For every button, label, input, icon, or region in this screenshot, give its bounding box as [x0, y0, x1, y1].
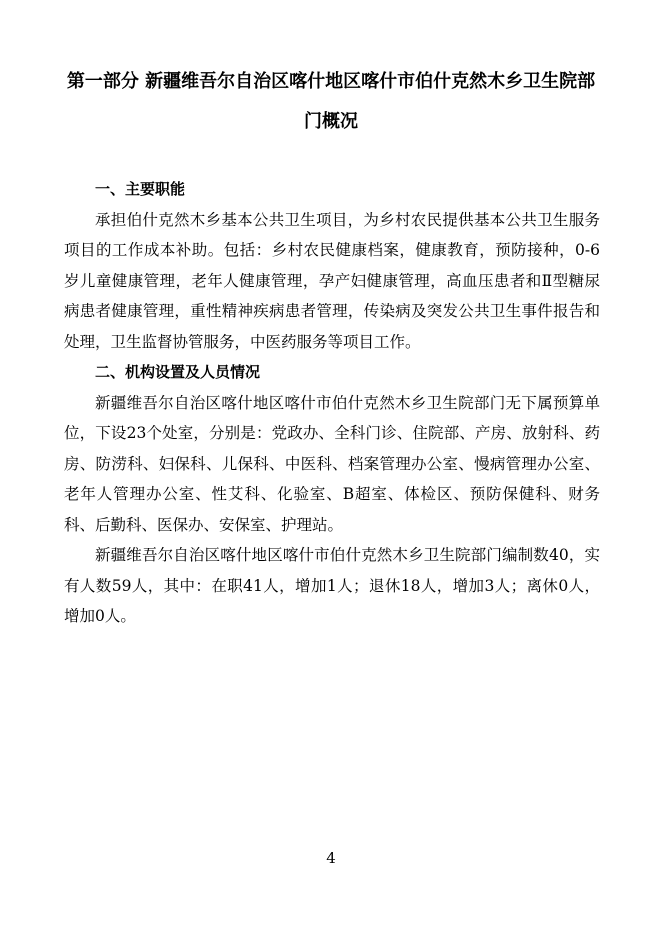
section-heading-main-functions: 一、主要职能: [95, 180, 186, 198]
page-title: 第一部分 新疆维吾尔自治区喀什地区喀什市伯什克然木乡卫生院部门概况: [66, 71, 596, 132]
paragraph-main-functions: 承担伯什克然木乡基本公共卫生项目，为乡村农民提供基本公共卫生服务项目的工作成本补助。包括：乡村农民健康档案，健康教育，预防接种，0-6岁儿童健康管理，老年人健康管理，孕产妇健康管理，高血压患者和Ⅱ型糖尿病患者健康管理，重性精神疾病患者管理，传染病及突发公共卫生事件报告和处理，卫生监督协管服务，中医药服务等项目工作。: [64, 210, 600, 351]
paragraph-organization-departments: 新疆维吾尔自治区喀什地区喀什市伯什克然木乡卫生院部门无下属预算单位，下设23个处室，分别是：党政办、全科门诊、住院部、产房、放射科、药房、防涝科、妇保科、儿保科、中医科、档案管理办公室、慢病管理办公室、老年人管理办公室、性艾科、化验室、B超室、体检区、预防保健科、财务科、后勤科、医保办、安保室、护理站。: [64, 393, 600, 534]
page-number: 4: [326, 849, 336, 867]
paragraph-organization-staffing: 新疆维吾尔自治区喀什地区喀什市伯什克然木乡卫生院部门编制数40，实有人数59人，其中：在职41人，增加1人；退休18人，增加3人；离休0人，增加0人。: [64, 546, 600, 625]
section-heading-organization: 二、机构设置及人员情况: [95, 363, 261, 381]
document-body: [64, 174, 600, 632]
